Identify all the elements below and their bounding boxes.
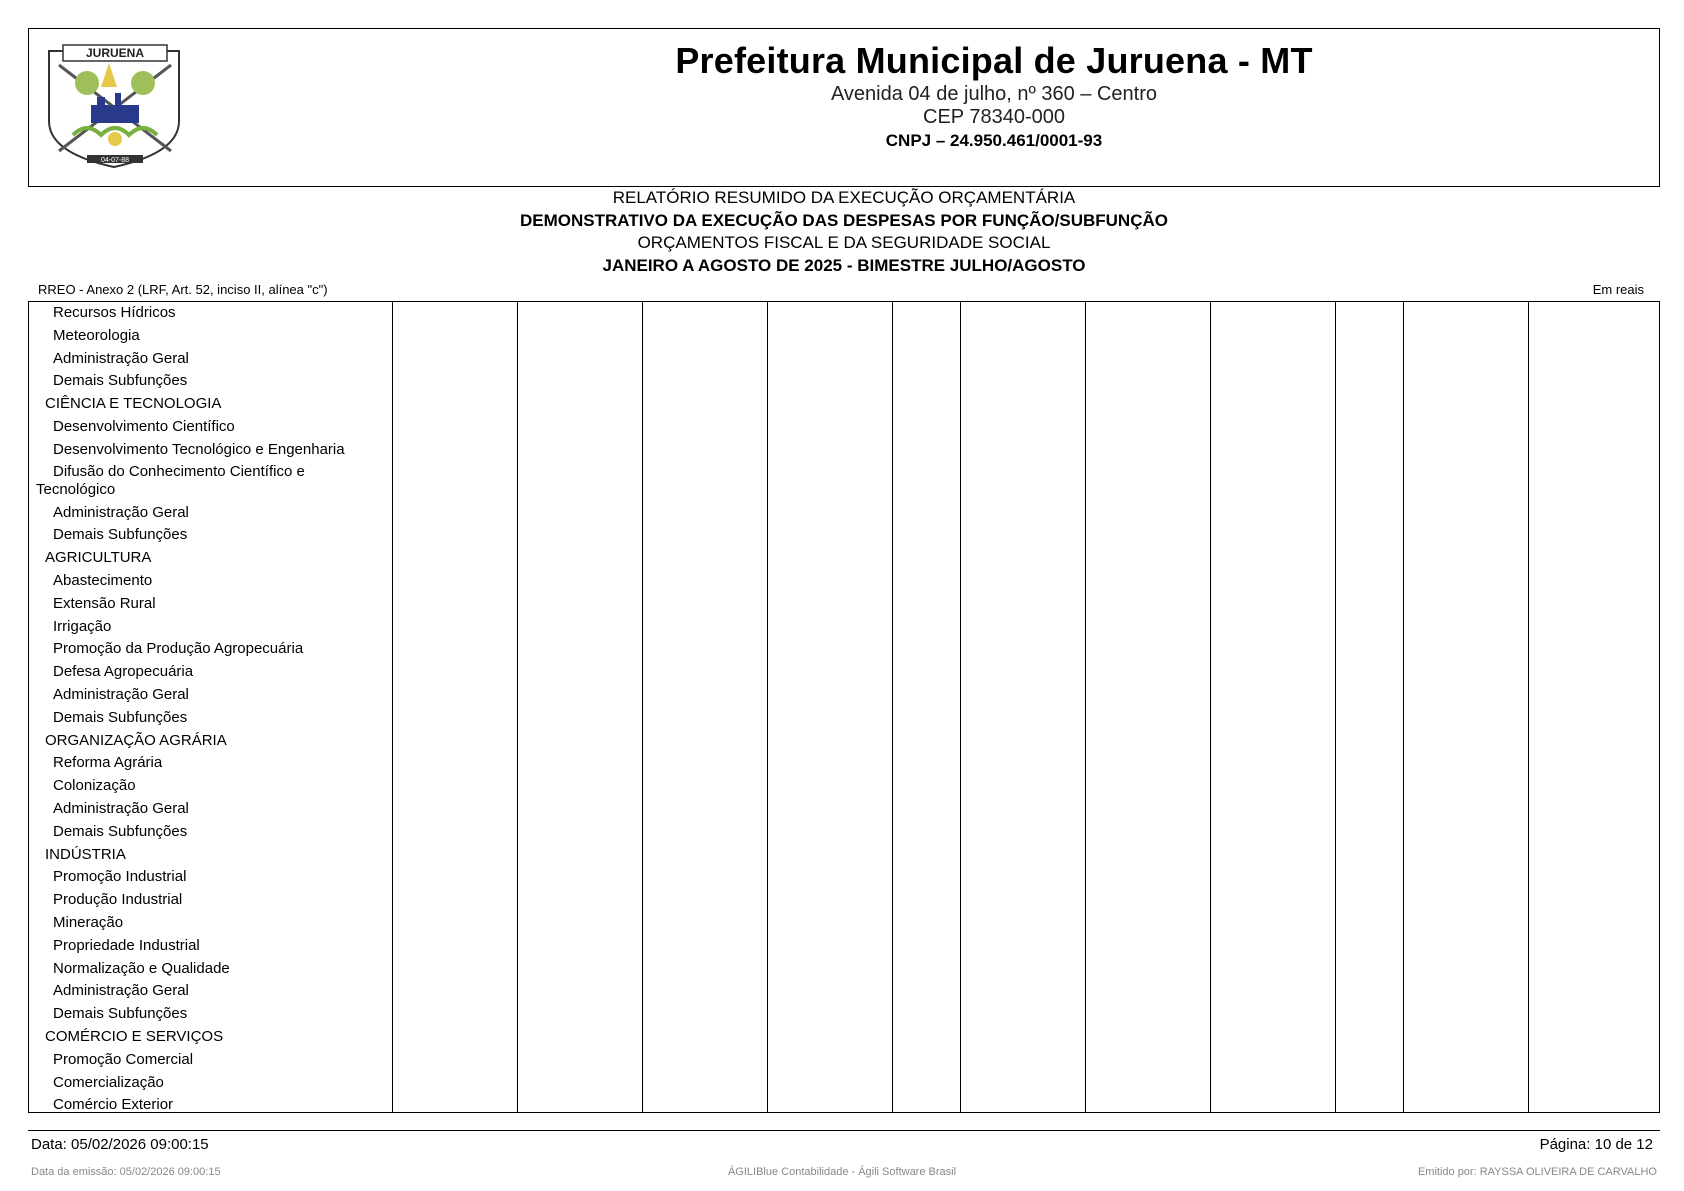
row-label: Demais Subfunções: [53, 372, 188, 390]
row-label: Demais Subfunções: [53, 526, 188, 544]
column-divider: [1403, 302, 1404, 1112]
row-label: Promoção Industrial: [53, 868, 187, 886]
issued-by: Emitido por: RAYSSA OLIVEIRA DE CARVALHO: [1417, 1166, 1657, 1178]
function-row: [29, 1026, 394, 1049]
subfunction-row: [29, 980, 394, 1003]
row-label: Comercialização: [53, 1073, 164, 1091]
expense-table: [28, 301, 1660, 1113]
column-divider: [642, 302, 643, 1112]
function-row: [29, 844, 394, 867]
currency-units: Em reais: [1592, 282, 1644, 297]
row-label: Extensão Rural: [53, 594, 156, 612]
column-divider: [1335, 302, 1336, 1112]
report-scope: ORÇAMENTOS FISCAL E DA SEGURIDADE SOCIAL: [637, 233, 1051, 252]
subfunction-row: [29, 370, 394, 393]
software-credit: ÁGILIBlue Contabilidade - Ágili Software Brasil: [727, 1166, 957, 1178]
report-title: RELATÓRIO RESUMIDO DA EXECUÇÃO ORÇAMENTÁRIA: [612, 188, 1076, 207]
subfunction-row: [29, 593, 394, 616]
row-label: Administração Geral: [53, 349, 189, 367]
org-cep: CEP 78340-000: [923, 106, 1065, 128]
row-label: Colonização: [53, 777, 136, 795]
row-label: AGRICULTURA: [45, 549, 152, 567]
function-row: [29, 730, 394, 753]
subfunction-row: [29, 821, 394, 844]
subfunction-row: [29, 707, 394, 730]
report-period: JANEIRO A AGOSTO DE 2025 - BIMESTRE JULHO/AGOSTO: [602, 255, 1086, 275]
subfunction-row: [29, 325, 394, 348]
subfunction-row: [29, 570, 394, 593]
footer-divider: [28, 1130, 1660, 1131]
row-label: Desenvolvimento Científico: [53, 417, 235, 435]
footer-page-number: Página: 10 de 12: [1539, 1136, 1653, 1153]
column-divider: [1210, 302, 1211, 1112]
column-divider: [1528, 302, 1529, 1112]
svg-text:JURUENA: JURUENA: [85, 46, 145, 60]
annex-reference: RREO - Anexo 2 (LRF, Art. 52, inciso II, alínea "c"): [38, 282, 328, 297]
subfunction-row: [29, 798, 394, 821]
row-label: Recursos Hídricos: [53, 304, 176, 321]
subfunction-row: [29, 616, 394, 639]
header-box: [28, 28, 1660, 187]
column-divider: [517, 302, 518, 1112]
subfunction-row: [29, 866, 394, 889]
subfunction-row: [29, 912, 394, 935]
subfunction-row: [29, 638, 394, 661]
subfunction-row: [29, 1072, 394, 1095]
subfunction-row: [29, 348, 394, 371]
row-label: Meteorologia: [53, 326, 140, 344]
subfunction-row: [29, 416, 394, 439]
subfunction-row: [29, 661, 394, 684]
row-label: Irrigação: [53, 617, 112, 635]
org-address: Avenida 04 de julho, nº 360 – Centro: [830, 83, 1158, 105]
row-label: Demais Subfunções: [53, 822, 188, 840]
row-label: Promoção Comercial: [53, 1050, 194, 1068]
row-label: Administração Geral: [53, 799, 189, 817]
subfunction-row: [29, 462, 394, 502]
subfunction-row: [29, 752, 394, 775]
subfunction-row: [29, 1003, 394, 1026]
row-label: Reforma Agrária: [53, 754, 163, 772]
column-divider: [892, 302, 893, 1112]
emission-date: Data da emissão: 05/02/2026 09:00:15: [31, 1166, 221, 1178]
row-label: Abastecimento: [53, 571, 153, 589]
column-divider: [960, 302, 961, 1112]
subfunction-row: [29, 502, 394, 525]
subfunction-row: [29, 775, 394, 798]
subfunction-row: [29, 524, 394, 547]
subfunction-row: [29, 889, 394, 912]
row-label: Desenvolvimento Tecnológico e Engenharia: [53, 440, 345, 458]
footer-date: Data: 05/02/2026 09:00:15: [31, 1136, 209, 1153]
row-label: Normalização e Qualidade: [53, 959, 230, 977]
row-label: Demais Subfunções: [53, 708, 188, 726]
row-label: COMÉRCIO E SERVIÇOS: [45, 1027, 224, 1045]
row-label: ORGANIZAÇÃO AGRÁRIA: [45, 731, 227, 749]
svg-text:04-07-88: 04-07-88: [100, 157, 130, 164]
row-label: INDÚSTRIA: [45, 845, 126, 863]
row-label: Comércio Exterior: [53, 1096, 174, 1114]
org-cnpj: CNPJ – 24.950.461/0001-93: [885, 131, 1103, 150]
row-label: Promoção da Produção Agropecuária: [53, 640, 304, 658]
row-label: Produção Industrial: [53, 891, 183, 909]
row-label: Propriedade Industrial: [53, 936, 200, 954]
subfunction-row: [29, 958, 394, 981]
report-titles: [28, 187, 1660, 277]
subfunction-row: [29, 935, 394, 958]
column-divider: [767, 302, 768, 1112]
subfunction-row: [29, 684, 394, 707]
row-label: CIÊNCIA E TECNOLOGIA: [45, 395, 222, 413]
row-label: Administração Geral: [53, 685, 189, 703]
row-label: Demais Subfunções: [53, 1005, 188, 1023]
row-label: Administração Geral: [53, 982, 189, 1000]
function-row: [29, 547, 394, 570]
row-label-continuation: Tecnológico: [36, 480, 116, 498]
municipal-coat-of-arms-logo: [43, 43, 187, 173]
report-subtitle: DEMONSTRATIVO DA EXECUÇÃO DAS DESPESAS POR FUNÇÃO/SUBFUNÇÃO: [520, 210, 1168, 230]
row-label: Administração Geral: [53, 503, 189, 521]
subfunction-row: [29, 302, 394, 325]
subfunction-row: [29, 1094, 394, 1117]
subfunction-row: [29, 439, 394, 462]
subfunction-row: [29, 1049, 394, 1072]
org-name: Prefeitura Municipal de Juruena - MT: [675, 40, 1313, 81]
column-divider: [1085, 302, 1086, 1112]
row-label: Mineração: [53, 913, 124, 931]
row-label: Defesa Agropecuária: [53, 663, 194, 681]
row-label: Difusão do Conhecimento Científico e: [53, 462, 305, 480]
function-subfunction-list: [29, 302, 394, 1117]
function-row: [29, 393, 394, 416]
